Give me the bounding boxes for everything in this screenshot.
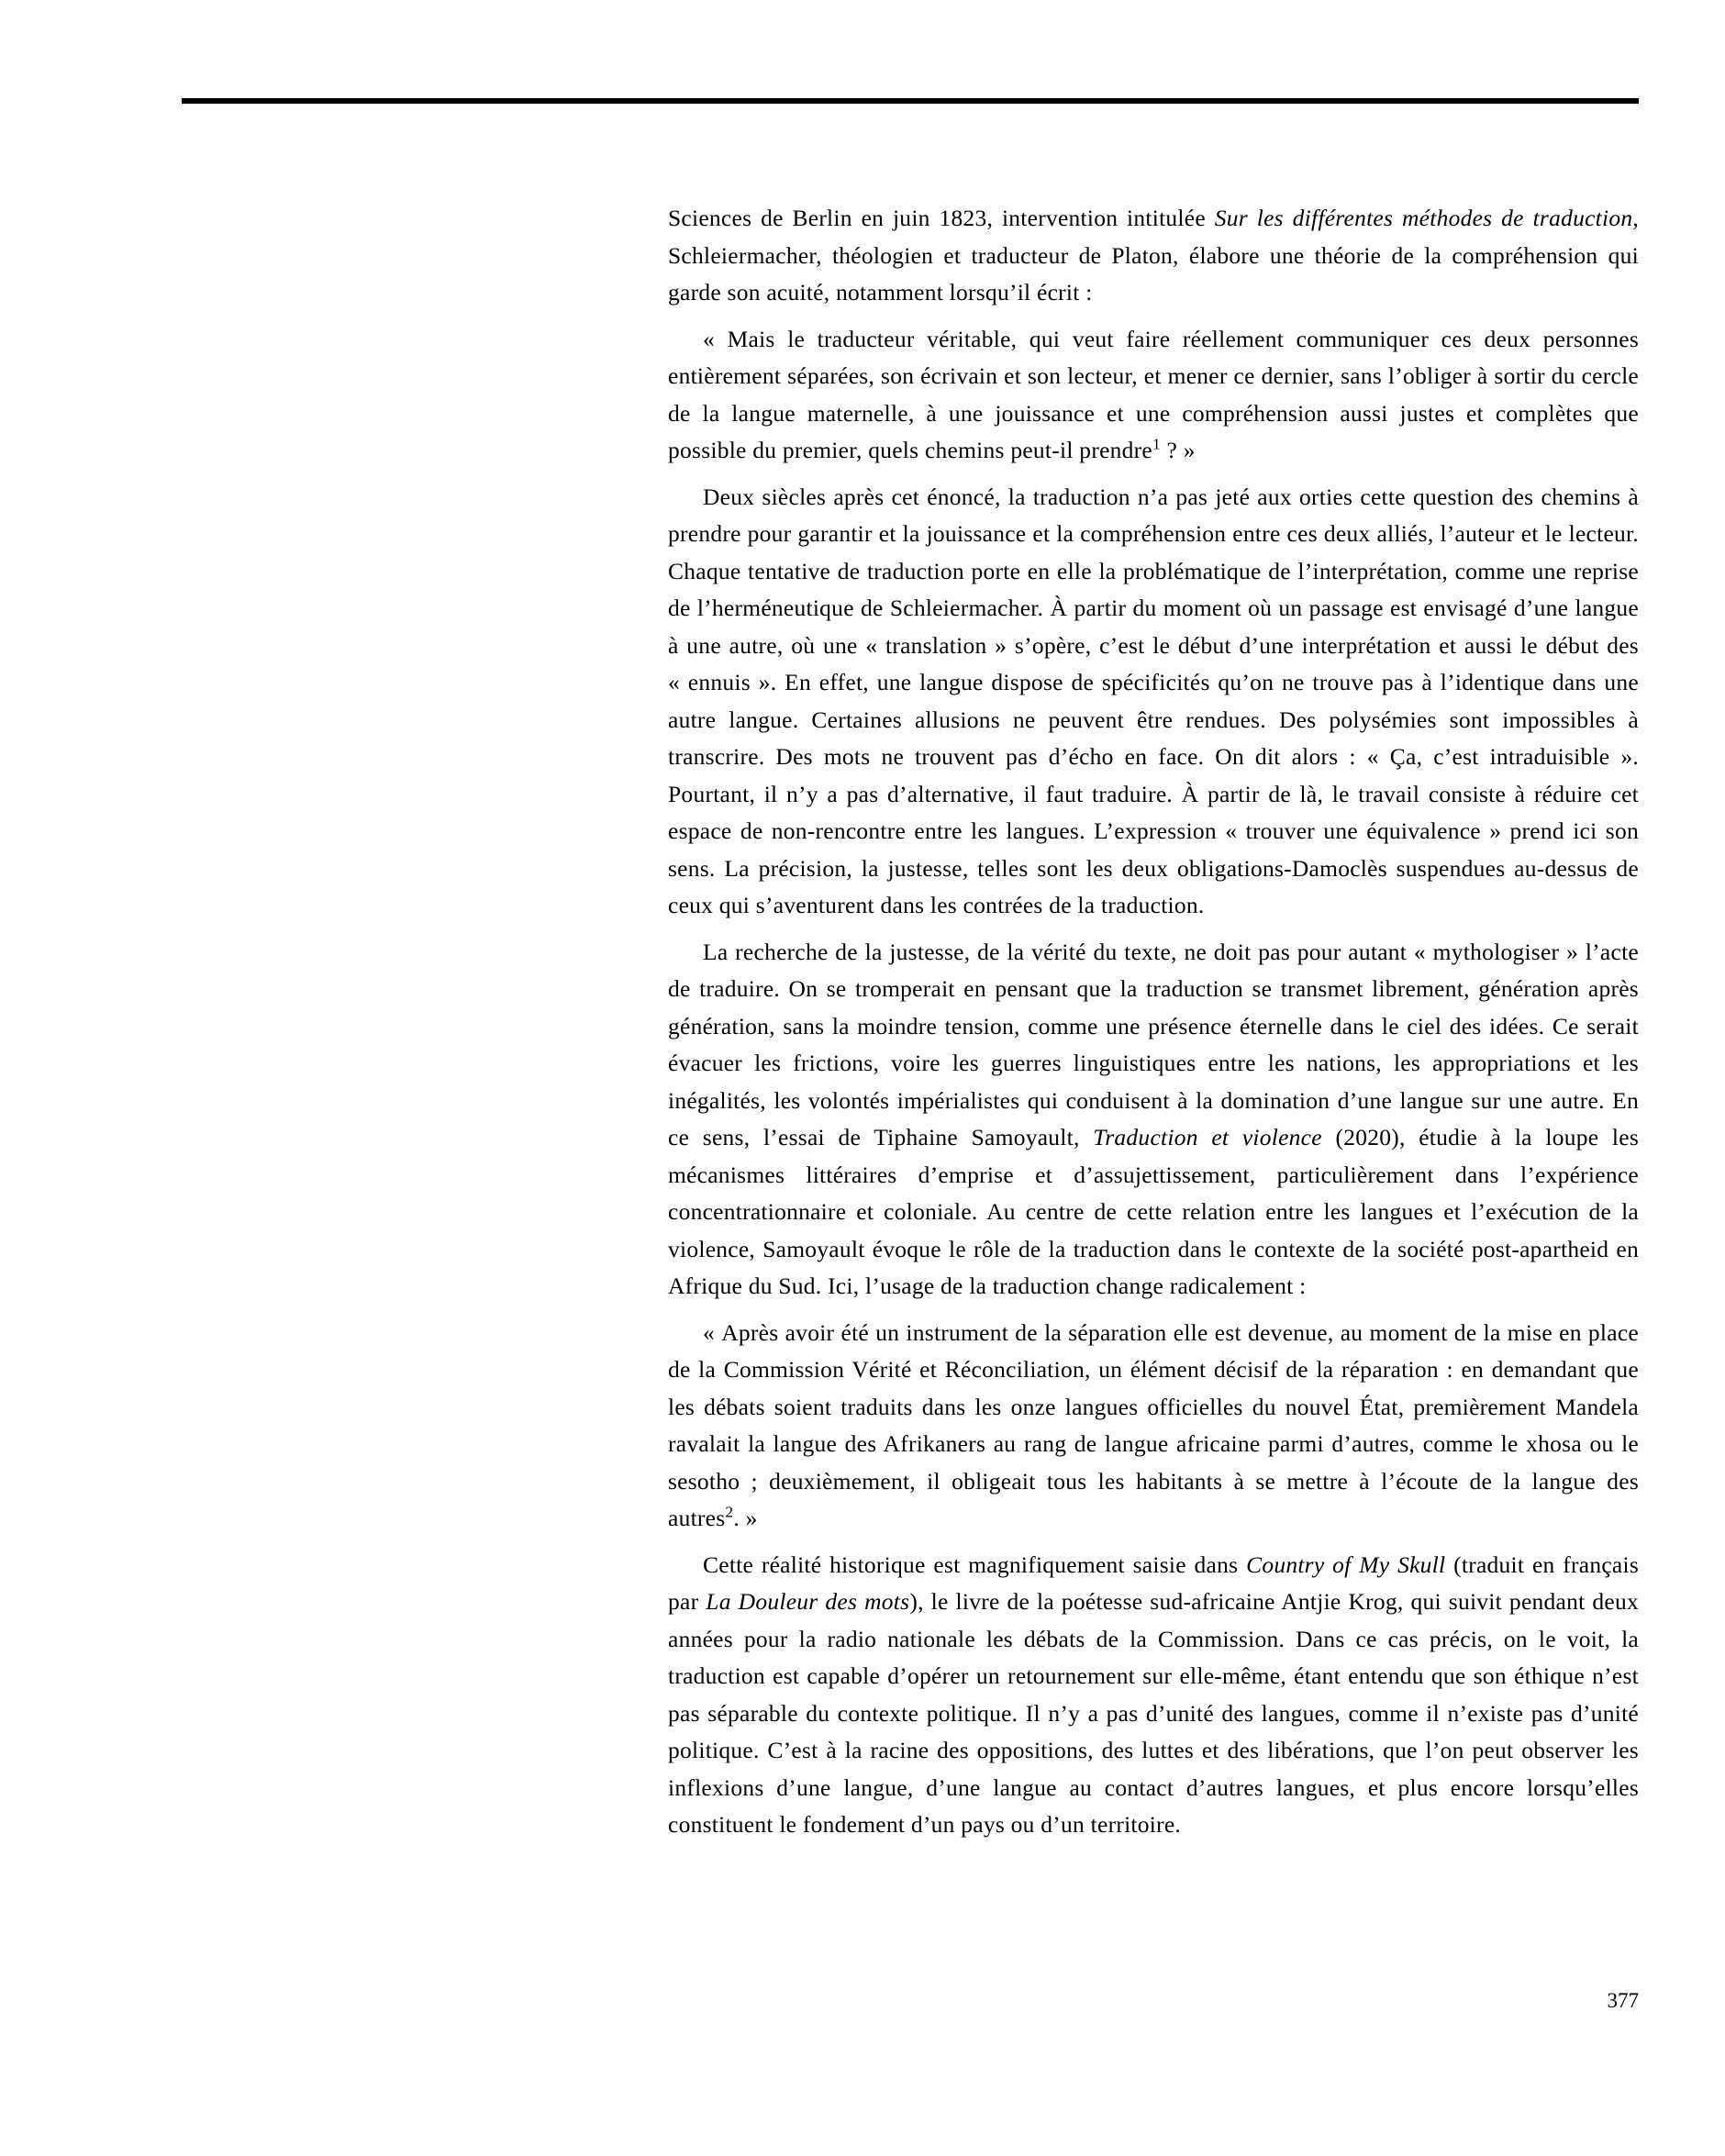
paragraph-spacer bbox=[668, 1306, 1639, 1315]
paragraph-body-3: Cette réalité historique est magnifiquement saisie dans Country of My Skull (traduit en français par La Douleur des mots), le livre de la poétesse sud-africaine Antjie Krog, qui suivit pendant deux années pour la radio nationale les débats de la Commission. Dans ce cas précis, on le voit, la traduction est capable d’opérer un retournement sur elle-même, étant entendu que son éthique n’est pas séparable du contexte politique. Il n’y a pas d’unité des langues, comme il n’existe pas d’unité politique. C’est à la racine des oppositions, des luttes et des libérations, que l’on peut observer les inflexions d’une langue, d’une langue au contact d’autres langues, et plus encore lorsqu’elles constituent le fondement d’un pays ou d’un territoire. bbox=[668, 1550, 1640, 1838]
block-quotation-1: « Mais le traducteur véritable, qui veut faire réellement communiquer ces deux personnes entièrement séparées, son écrivain et son lecteur, et mener ce dernier, sans l’obliger à sortir du cercle de la langue maternelle, à une jouissance et une compréhension aussi justes et complètes que possible du premier, quels chemins peut-il prendre$^1$ ? » bbox=[668, 325, 1639, 463]
paragraph-spacer bbox=[668, 312, 1639, 321]
block-quotation-2: « Après avoir été un instrument de la séparation elle est devenue, au moment de la mise en place de la Commission Vérité et Réconciliation, un élément décisif de la réparation : en demandant que les débats soient traduits dans les onze langues officielles du nouvel État, premièrement Mandela ravalait la langue des Afrikaners au rang de langue africaine parmi d’autres, comme le xhosa ou le sesotho ; deuxièmement, il obligeait tous les habitants à se mettre à l’écoute de la langue des autres$^2$. » bbox=[668, 1318, 1639, 1531]
paragraph-body-1: Deux siècles après cet énoncé, la traduction n’a pas jeté aux orties cette question des chemins à prendre pour garantir et la jouissance et la compréhension entre ces deux alliés, l’auteur et le lecteur. Chaque tentative de traduction porte en elle la problématique de l’interprétation, comme une reprise de l’herméneutique de Schleiermacher. À partir du moment où un passage est envisagé d’une langue à une autre, où une « translation » s’opère, c’est le début d’une interprétation et aussi le début des « ennuis ». En effet, une langue dispose de spécificités qu’on ne trouve pas à l’identique dans une autre langue. Certaines allusions ne peuvent être rendues. Des polysémies sont impossibles à transcrire. Des mots ne trouvent pas d’écho en face. On dit alors : « Ça, c’est intraduisible ». Pourtant, il n’y a pas d’alternative, il faut traduire. À partir de là, le travail consiste à réduire cet espace de non-rencontre entre les langues. L’expression « trouver une équivalence » prend ici son sens. La précision, la justesse, telles sont les deux obligations-Damoclès suspendues au-dessus de ceux qui s’aventurent dans les contrées de la traduction. bbox=[668, 483, 1639, 918]
header-rule bbox=[182, 98, 1639, 104]
paragraph-spacer bbox=[668, 925, 1639, 934]
paragraph-body-2: La recherche de la justesse, de la vérité du texte, ne doit pas pour autant « mythologiser » l’acte de traduire. On se tromperait en pensant que la traduction se transmet librement, génération après génération, sans la moindre tension, comme une présence éternelle dans le ciel des idées. Ce serait évacuer les frictions, voire les guerres linguistiques entre les nations, les appropriations et les inégalités, les volontés impérialistes qui conduisent à la domination d’une langue sur une autre. En ce sens, l’essai de Tiphaine Samoyault, Traduction et violence (2020), étudie à la loupe les mécanismes littéraires d’emprise et d’assujettissement, particulièrement dans l’expérience concentrationnaire et coloniale. Au centre de cette relation entre les langues et l’exécution de la violence, Samoyault évoque le rôle de la traduction dans le contexte de la société post-apartheid en Afrique du Sud. Ici, l’usage de la traduction change radicalement : bbox=[668, 938, 1639, 1299]
paragraph-spacer bbox=[668, 470, 1639, 479]
paragraph-continued: Sciences de Berlin en juin 1823, intervention intitulée Sur les différentes méthodes de traduction, Schleiermacher, théologien et traducteur de Platon, élabore une théorie de la compréhension qui garde son acuité, notamment lorsqu’il écrit : bbox=[668, 205, 1640, 306]
page-number: 377 bbox=[1607, 1989, 1639, 2012]
text-column bbox=[668, 200, 1639, 1844]
paragraph-spacer bbox=[668, 1538, 1639, 1547]
